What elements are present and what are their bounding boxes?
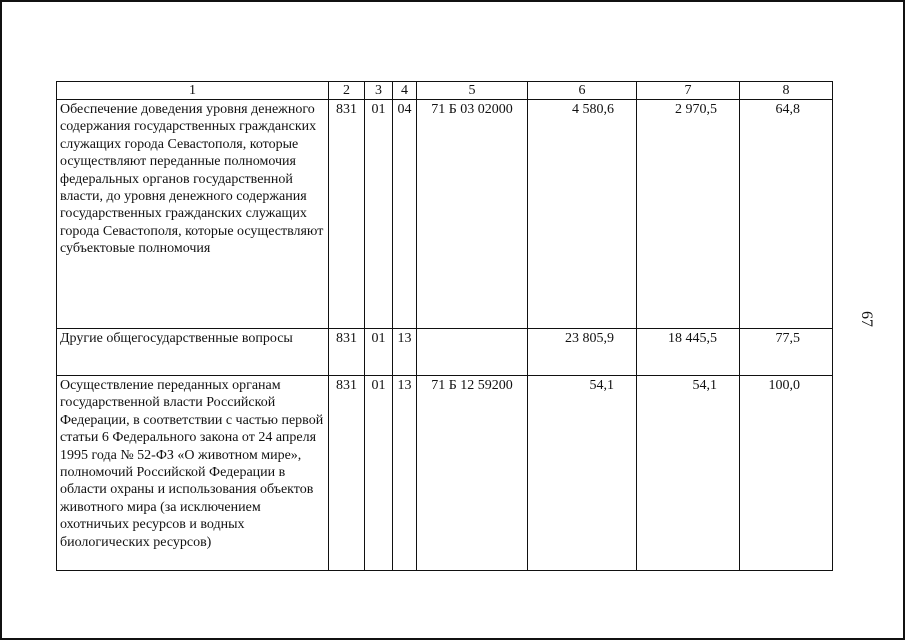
- header-cell: 8: [740, 82, 833, 100]
- row-c2: 831: [329, 329, 365, 376]
- row-c7: 54,1: [637, 376, 740, 571]
- row-description: Другие общегосударственные вопросы: [57, 329, 329, 376]
- row-c6: 23 805,9: [528, 329, 637, 376]
- row-c8: 64,8: [740, 100, 833, 329]
- row-c5: 71 Б 03 02000: [417, 100, 528, 329]
- row-c3: 01: [365, 376, 393, 571]
- row-c4: 13: [393, 376, 417, 571]
- row-c8: 77,5: [740, 329, 833, 376]
- header-cell: 1: [57, 82, 329, 100]
- table-row: [57, 376, 833, 571]
- row-c5: [417, 329, 528, 376]
- table-row: [57, 100, 833, 329]
- header-cell: 6: [528, 82, 637, 100]
- row-c3: 01: [365, 100, 393, 329]
- table-row: [57, 329, 833, 376]
- header-cell: 4: [393, 82, 417, 100]
- page-number: 67: [858, 311, 875, 327]
- row-c2: 831: [329, 100, 365, 329]
- row-c5: 71 Б 12 59200: [417, 376, 528, 571]
- row-c6: 4 580,6: [528, 100, 637, 329]
- row-c7: 2 970,5: [637, 100, 740, 329]
- budget-table: [56, 81, 833, 571]
- header-cell: 3: [365, 82, 393, 100]
- row-c2: 831: [329, 376, 365, 571]
- header-cell: 7: [637, 82, 740, 100]
- row-c4: 04: [393, 100, 417, 329]
- row-c3: 01: [365, 329, 393, 376]
- header-cell: 5: [417, 82, 528, 100]
- row-c4: 13: [393, 329, 417, 376]
- row-c7: 18 445,5: [637, 329, 740, 376]
- row-c6: 54,1: [528, 376, 637, 571]
- row-description: Осуществление переданных органам государственной власти Российской Федерации, в соответствии с частью первой статьи 6 Федерального закона от 24 апреля 1995 года № 52-ФЗ «О животном мире», полномочий Российской Федерации в области охраны и использования объектов животного мира (за исключением охотничьих ресурсов и водных биологических ресурсов): [57, 376, 329, 571]
- row-description: Обеспечение доведения уровня денежного содержания государственных гражданских служащих города Севастополя, которые осуществляют переданные полномочия федеральных органов государственной власти, до уровня денежного содержания государственных гражданских служащих города Севастополя, которые осуществляют субъектовые полномочия: [57, 100, 329, 329]
- header-row: [57, 82, 833, 100]
- header-cell: 2: [329, 82, 365, 100]
- row-c8: 100,0: [740, 376, 833, 571]
